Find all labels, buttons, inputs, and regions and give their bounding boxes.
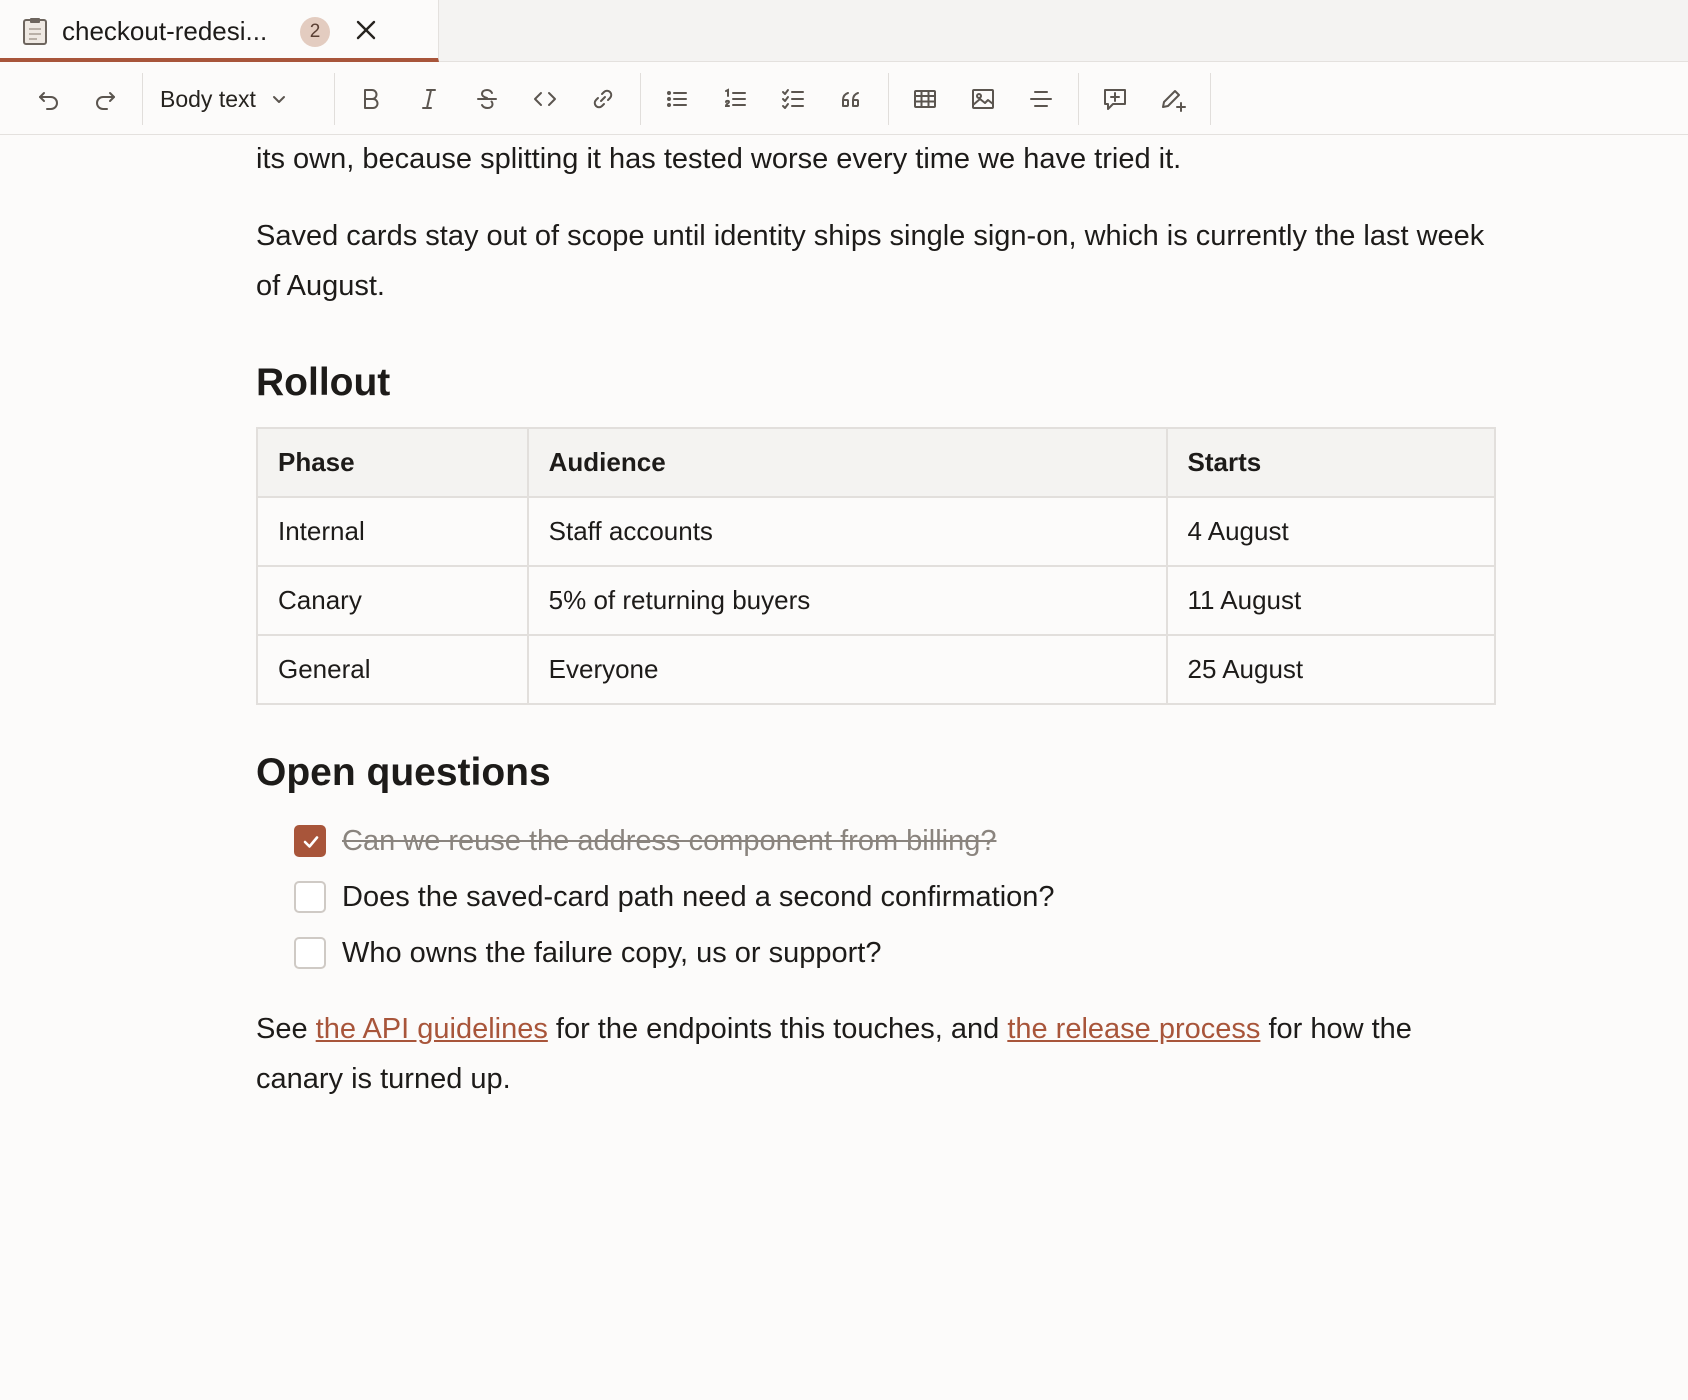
- paragraph-references: [256, 1004, 1496, 1104]
- bullet-list-icon: [663, 85, 691, 113]
- undo-button[interactable]: [30, 80, 68, 118]
- task-item: [294, 874, 1055, 920]
- table-cell[interactable]: Everyone: [528, 635, 1167, 704]
- insert-image-button[interactable]: [964, 80, 1002, 118]
- undo-icon: [35, 85, 63, 113]
- rollout-table[interactable]: [256, 427, 1496, 705]
- add-comment-icon: [1101, 85, 1129, 113]
- document-icon: [22, 17, 48, 45]
- insert-table-button[interactable]: [906, 80, 944, 118]
- suggest-edit-button[interactable]: [1154, 80, 1192, 118]
- toolbar-divider: [334, 73, 335, 125]
- text-style-label: Body text: [160, 85, 256, 112]
- heading-rollout: Rollout: [256, 361, 391, 404]
- api-guidelines-link[interactable]: the API guidelines: [315, 1013, 548, 1045]
- toolbar-divider: [1078, 73, 1079, 125]
- heading-open-questions: Open questions: [256, 751, 551, 794]
- image-icon: [969, 85, 997, 113]
- add-comment-button[interactable]: [1096, 80, 1134, 118]
- task-item: [294, 930, 881, 976]
- paragraph: Saved cards stay out of scope until identity ships single sign-on, which is currently the last week of August.: [256, 220, 1485, 302]
- tab-bar: [0, 0, 1688, 62]
- text-run: See: [256, 1013, 316, 1045]
- checklist-icon: [779, 85, 807, 113]
- unsaved-count-badge: 2: [300, 17, 330, 47]
- tab-title: checkout-redesi...: [62, 16, 268, 46]
- task-checkbox[interactable]: [294, 937, 326, 969]
- table-cell[interactable]: 4 August: [1167, 497, 1496, 566]
- numbered-list-button[interactable]: [716, 80, 754, 118]
- toolbar-divider: [142, 73, 143, 125]
- link-button[interactable]: [584, 80, 622, 118]
- table-header-cell[interactable]: Starts: [1167, 428, 1496, 497]
- checklist-button[interactable]: [774, 80, 812, 118]
- toolbar-divider: [888, 73, 889, 125]
- task-text: Can we reuse the address component from billing?: [342, 824, 997, 857]
- bullet-list-button[interactable]: [658, 80, 696, 118]
- release-process-link[interactable]: the release process: [1007, 1013, 1261, 1045]
- toolbar-divider: [1210, 73, 1211, 125]
- table-cell[interactable]: 11 August: [1167, 566, 1496, 635]
- toolbar-divider: [640, 73, 641, 125]
- table-cell[interactable]: Canary: [257, 566, 528, 635]
- italic-button[interactable]: [410, 80, 448, 118]
- redo-button[interactable]: [86, 80, 124, 118]
- italic-icon: [415, 85, 443, 113]
- table-header-row: [257, 428, 1495, 497]
- table-cell[interactable]: 5% of returning buyers: [528, 566, 1167, 635]
- redo-icon: [91, 85, 119, 113]
- bold-button[interactable]: [352, 80, 390, 118]
- quote-icon: [837, 85, 865, 113]
- code-icon: [531, 85, 559, 113]
- task-checkbox[interactable]: [294, 881, 326, 913]
- paragraph: its own, because splitting it has tested worse every time we have tried it.: [256, 143, 1182, 175]
- table-header-cell[interactable]: Phase: [257, 428, 528, 497]
- link-icon: [589, 85, 617, 113]
- bold-icon: [357, 85, 385, 113]
- strikethrough-button[interactable]: [468, 80, 506, 118]
- formatting-toolbar: [0, 63, 1688, 135]
- task-text: Who owns the failure copy, us or support?: [342, 936, 882, 969]
- task-text: Does the saved-card path need a second confirmation?: [342, 880, 1055, 913]
- close-icon[interactable]: [355, 19, 377, 41]
- table-cell[interactable]: Internal: [257, 497, 528, 566]
- text-run: for the endpoints this touches, and: [547, 1013, 1008, 1045]
- table-row: [257, 497, 1495, 566]
- text-run: for how the canary is turned up.: [256, 1013, 1412, 1095]
- strikethrough-icon: [473, 85, 501, 113]
- table-icon: [911, 85, 939, 113]
- task-item: [294, 818, 996, 864]
- task-checkbox-checked[interactable]: [294, 825, 326, 857]
- inline-code-button[interactable]: [526, 80, 564, 118]
- chevron-down-icon: [270, 90, 288, 108]
- numbered-list-icon: [721, 85, 749, 113]
- tab-checkout-redesign[interactable]: [0, 0, 439, 62]
- divider-icon: [1027, 85, 1055, 113]
- table-header-cell[interactable]: Audience: [528, 428, 1167, 497]
- table-cell[interactable]: 25 August: [1167, 635, 1496, 704]
- table-cell[interactable]: Staff accounts: [528, 497, 1167, 566]
- table-row: [257, 566, 1495, 635]
- text-style-dropdown[interactable]: [160, 80, 288, 118]
- insert-divider-button[interactable]: [1022, 80, 1060, 118]
- quote-button[interactable]: [832, 80, 870, 118]
- table-row: [257, 635, 1495, 704]
- table-cell[interactable]: General: [257, 635, 528, 704]
- edit-suggest-icon: [1159, 85, 1187, 113]
- checkmark-icon: [302, 833, 320, 851]
